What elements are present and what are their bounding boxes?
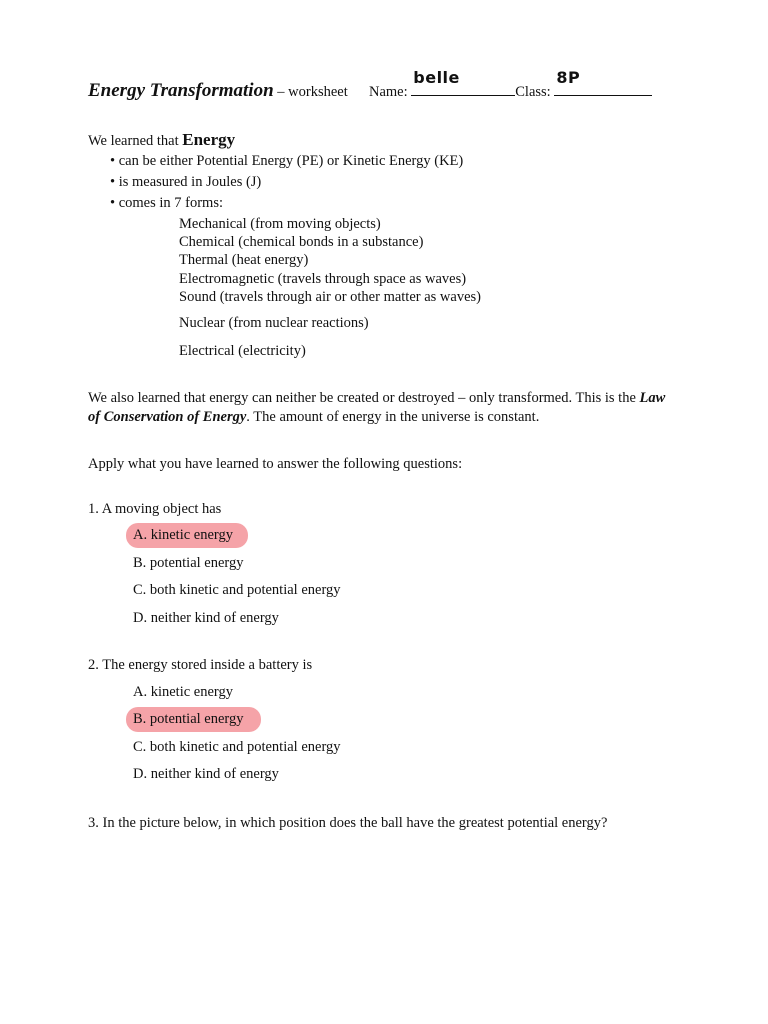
question-2-option-d[interactable]: D. neither kind of energy	[133, 766, 279, 782]
energy-form: Chemical (chemical bonds in a substance)	[179, 234, 424, 250]
name-value: belle	[413, 68, 460, 87]
question-2-option-b[interactable]: B. potential energy	[133, 711, 244, 727]
name-field[interactable]	[411, 68, 515, 96]
bullet-item: • can be either Potential Energy (PE) or Kinetic Energy (KE)	[110, 153, 464, 169]
question-1-option-c[interactable]: C. both kinetic and potential energy	[133, 582, 341, 598]
worksheet-title: Energy Transformation	[88, 80, 274, 101]
question-2-prompt: 2. The energy stored inside a battery is	[88, 657, 313, 673]
question-3-prompt: 3. In the picture below, in which position does the ball have the greatest potential energy?	[88, 815, 608, 831]
intro-keyword: Energy	[182, 130, 236, 149]
energy-form: Mechanical (from moving objects)	[179, 216, 381, 232]
worksheet-subtitle: – worksheet	[277, 84, 348, 100]
law-line-2	[88, 409, 539, 426]
question-1-option-d[interactable]: D. neither kind of energy	[133, 610, 279, 626]
energy-form: Sound (travels through air or other matter as waves)	[179, 289, 481, 305]
energy-form: Thermal (heat energy)	[179, 252, 309, 268]
question-2-option-c[interactable]: C. both kinetic and potential energy	[133, 739, 341, 755]
class-value: 8P	[556, 68, 581, 87]
energy-form: Electromagnetic (travels through space as waves)	[179, 271, 467, 287]
worksheet-header	[88, 68, 652, 102]
energy-form: Nuclear (from nuclear reactions)	[179, 315, 369, 331]
class-label: Class:	[515, 84, 551, 100]
law-name-1: Law	[639, 390, 666, 406]
bullet-item: • is measured in Joules (J)	[110, 174, 262, 190]
question-2-option-a[interactable]: A. kinetic energy	[133, 684, 233, 700]
instructions: Apply what you have learned to answer the following questions:	[88, 456, 463, 472]
question-1-option-a[interactable]: A. kinetic energy	[133, 527, 233, 543]
intro-line	[88, 130, 235, 150]
intro-prefix: We learned that	[88, 133, 179, 149]
question-1-prompt: 1. A moving object has	[88, 501, 222, 517]
name-label: Name:	[368, 84, 408, 100]
law-line-1	[88, 390, 665, 407]
law-text-1: We also learned that energy can neither be created or destroyed – only transformed. This is the	[88, 390, 636, 406]
energy-form: Electrical (electricity)	[179, 343, 306, 359]
class-field[interactable]	[554, 68, 652, 96]
law-text-2: . The amount of energy in the universe is constant.	[246, 409, 540, 425]
law-name-2: of Conservation of Energy	[88, 409, 247, 425]
question-1-option-b[interactable]: B. potential energy	[133, 555, 244, 571]
bullet-item: • comes in 7 forms:	[110, 195, 224, 211]
